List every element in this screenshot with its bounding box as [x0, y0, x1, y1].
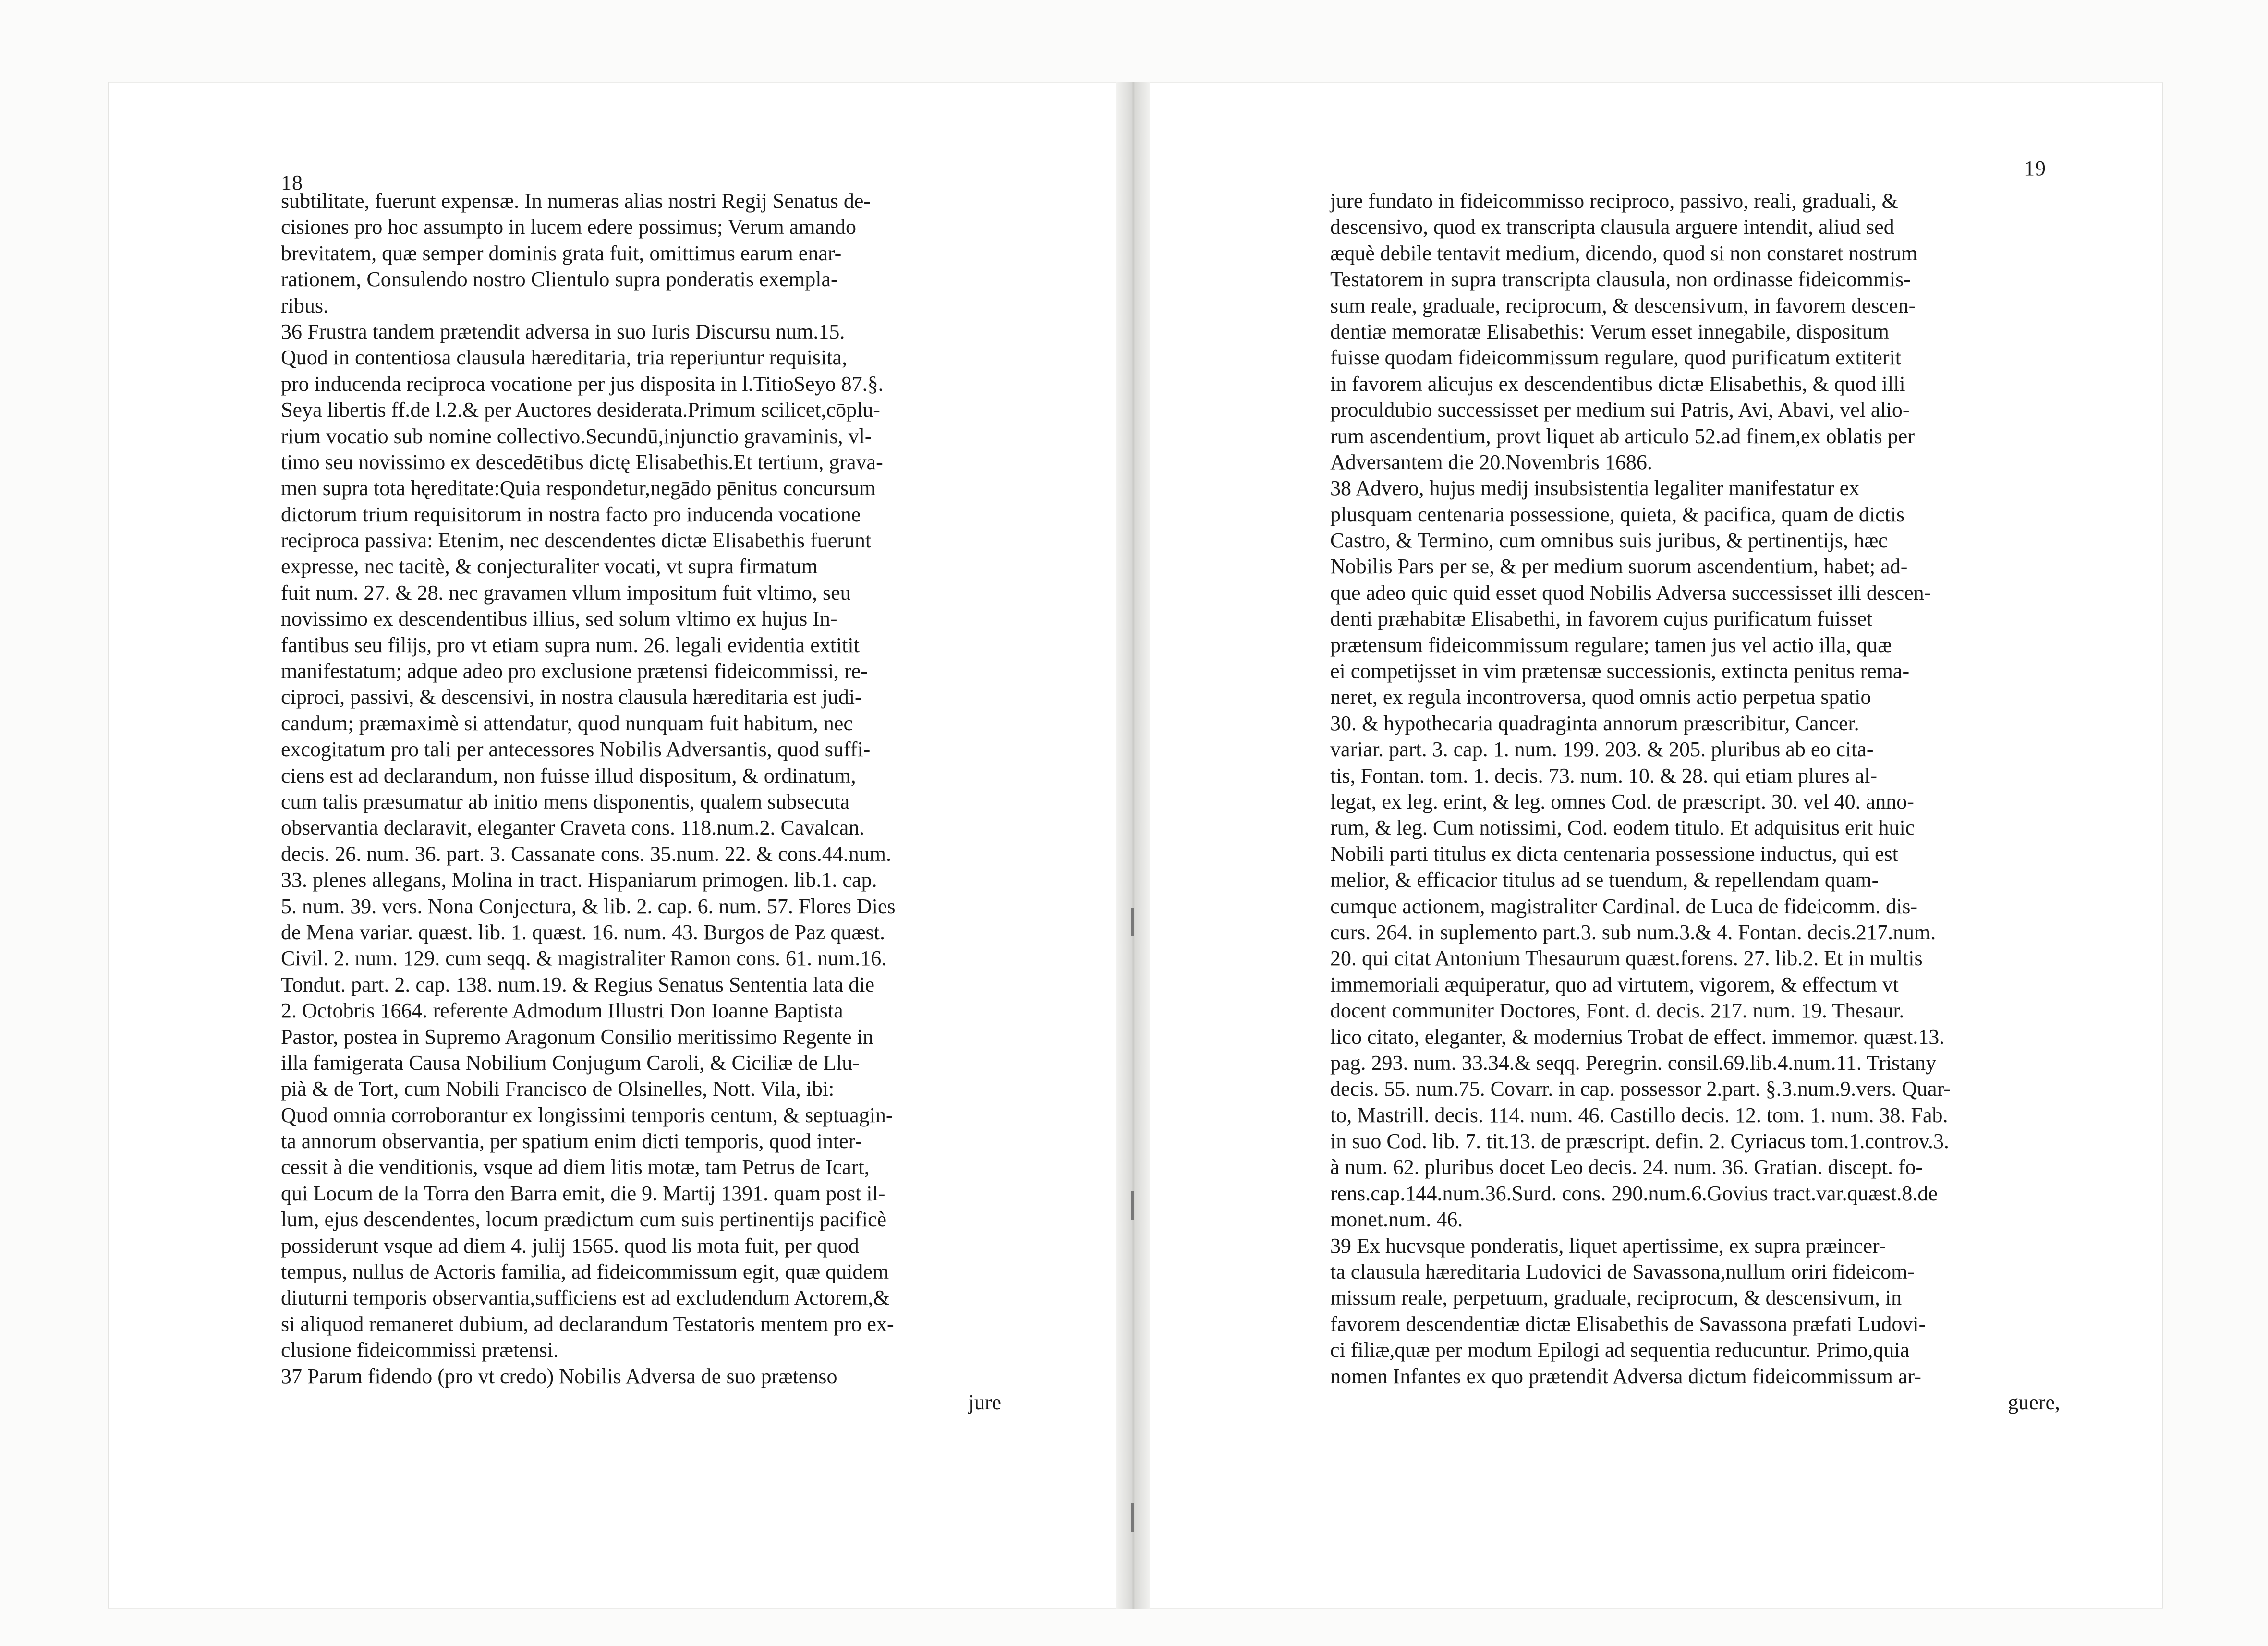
- text-line: in favorem alicujus ex descendentibus dictæ Elisabethis, & quod illi: [1330, 372, 1905, 396]
- right-page-text: [1330, 188, 2060, 1416]
- text-line: brevitatem, quæ semper dominis grata fuit, omittimus earum enar-: [281, 241, 842, 265]
- binding-stitch: [1131, 1503, 1134, 1532]
- text-line: 37 Parum fidendo (pro vt credo) Nobilis Adversa de suo prætenso: [281, 1364, 837, 1388]
- text-line: pro inducenda reciproca vocatione per jus disposita in l.TitioSeyo 87.§.: [281, 372, 884, 396]
- text-line: Pastor, postea in Supremo Aragonum Consilio meritissimo Regente in: [281, 1025, 873, 1049]
- text-line: rum ascendentium, provt liquet ab articulo 52.ad finem,ex oblatis per: [1330, 424, 1915, 448]
- text-line: à num. 62. pluribus docet Leo decis. 24. num. 36. Gratian. discept. fo-: [1330, 1155, 1923, 1179]
- text-line: Testatorem in supra transcripta clausula, non ordinasse fideicommis-: [1330, 267, 1911, 291]
- text-line: novissimo ex descendentibus illius, sed solum vltimo ex hujus In-: [281, 607, 837, 631]
- text-line: rens.cap.144.num.36.Surd. cons. 290.num.6.Govius tract.var.quæst.8.de: [1330, 1181, 1938, 1205]
- text-line: æquè debile tentavit medium, dicendo, quod si non constaret nostrum: [1330, 241, 1918, 265]
- text-line: ei competijsset in vim prætensæ successionis, extincta penitus rema-: [1330, 659, 1910, 683]
- text-line: qui Locum de la Torra den Barra emit, die 9. Martij 1391. quam post il-: [281, 1181, 885, 1205]
- text-line: descensivo, quod ex transcripta clausula arguere intendit, aliud sed: [1330, 215, 1894, 239]
- text-line: plusquam centenaria possessione, quieta, & pacifica, quam de dictis: [1330, 502, 1905, 526]
- text-line: illa famigerata Causa Nobilium Conjugum Caroli, & Ciciliæ de Llu-: [281, 1051, 860, 1075]
- text-line: nomen Infantes ex quo prætendit Adversa dictum fideicommissum ar-: [1330, 1364, 1921, 1388]
- text-line: rationem, Consulendo nostro Clientulo supra ponderatis exempla-: [281, 267, 838, 291]
- text-line: lico citato, eleganter, & modernius Trobat de effect. immemor. quæst.13.: [1330, 1025, 1945, 1049]
- text-line: 39 Ex hucvsque ponderatis, liquet apertissime, ex supra præincer-: [1330, 1234, 1886, 1258]
- text-line: candum; præmaximè si attendatur, quod nunquam fuit habitum, nec: [281, 711, 853, 735]
- text-line: to, Mastrill. decis. 114. num. 46. Castillo decis. 12. tom. 1. num. 38. Fab.: [1330, 1103, 1948, 1127]
- text-line: lum, ejus descendentes, locum prædictum cum suis pertinentijs pacificè: [281, 1208, 887, 1232]
- text-line: expresse, nec tacitè, & conjecturaliter vocati, vt supra firmatum: [281, 555, 818, 579]
- text-line: pag. 293. num. 33.34.& seqq. Peregrin. consil.69.lib.4.num.11. Tristany: [1330, 1051, 1937, 1075]
- text-line: diuturni temporis observantia,sufficiens est ad excludendum Actorem,&: [281, 1286, 890, 1310]
- text-line: monet.num. 46.: [1330, 1208, 1463, 1232]
- text-line: manifestatum; adque adeo pro exclusione prætensi fideicommissi, re-: [281, 659, 868, 683]
- text-line: dictorum trium requisitorum in nostra facto pro inducenda vocatione: [281, 502, 861, 526]
- text-line: excogitatum pro tali per antecessores Nobilis Adversantis, quod suffi-: [281, 738, 871, 762]
- text-line: fantibus seu filijs, pro vt etiam supra num. 26. legali evidentia extitit: [281, 633, 860, 657]
- text-line: tis, Fontan. tom. 1. decis. 73. num. 10. & 28. qui etiam plures al-: [1330, 763, 1877, 787]
- text-line: 5. num. 39. vers. Nona Conjectura, & lib. 2. cap. 6. num. 57. Flores Dies: [281, 894, 896, 918]
- text-line: que adeo quic quid esset quod Nobilis Adversa successisset illi descen-: [1330, 581, 1931, 605]
- text-line: docent communiter Doctores, Font. d. decis. 217. num. 19. Thesaur.: [1330, 999, 1904, 1023]
- text-line: rum, & leg. Cum notissimi, Cod. eodem titulo. Et adquisitus erit huic: [1330, 816, 1915, 840]
- text-line: observantia declaravit, eleganter Craveta cons. 118.num.2. Cavalcan.: [281, 816, 865, 840]
- text-line: dentiæ memoratæ Elisabethis: Verum esset innegabile, dispositum: [1330, 319, 1889, 343]
- text-line: prætensum fideicommissum regulare; tamen jus vel actio illa, quæ: [1330, 633, 1892, 657]
- text-line: 20. qui citat Antonium Thesaurum quæst.forens. 27. lib.2. Et in multis: [1330, 946, 1923, 970]
- text-line: ribus.: [281, 293, 328, 317]
- text-line: immemoriali æquiperatur, quo ad virtutem, vigorem, & effectum vt: [1330, 972, 1899, 996]
- text-line: curs. 264. in suplemento part.3. sub num.3.& 4. Fontan. decis.217.num.: [1330, 920, 1936, 944]
- text-line: 38 Advero, hujus medij insubsistentia legaliter manifestatur ex: [1330, 476, 1860, 500]
- text-line: Quod omnia corroborantur ex longissimi temporis centum, & septuagin-: [281, 1103, 893, 1127]
- text-line: favorem descendentiæ dictæ Elisabethis de Savassona præfati Ludovi-: [1330, 1312, 1926, 1336]
- text-line: timo seu novissimo ex descedētibus dictę Elisabethis.Et tertium, grava-: [281, 450, 883, 474]
- text-line: ta annorum observantia, per spatium enim dicti temporis, quod inter-: [281, 1129, 862, 1153]
- text-line: fuit num. 27. & 28. nec gravamen vllum impositum fuit vltimo, seu: [281, 581, 851, 605]
- text-line: 30. & hypothecaria quadraginta annorum præscribitur, Cancer.: [1330, 711, 1859, 735]
- text-line: Nobili parti titulus ex dicta centenaria possessione inductus, qui est: [1330, 842, 1898, 866]
- left-page-text: [281, 188, 1001, 1416]
- text-line: denti præhabitæ Elisabethi, in favorem cujus purificatum fuisset: [1330, 607, 1873, 631]
- right-folio-number: 19: [2024, 157, 2046, 180]
- text-line: cessit à die venditionis, vsque ad diem litis motæ, tam Petrus de Icart,: [281, 1155, 870, 1179]
- catchword: jure: [968, 1390, 1001, 1414]
- text-line: Nobilis Pars per se, & per medium suorum ascendentium, habet; ad-: [1330, 555, 1908, 579]
- catchword: guere,: [2008, 1390, 2060, 1414]
- text-line: melior, & efficacior titulus ad se tuendum, & repellendam quam-: [1330, 868, 1879, 892]
- text-line: ta clausula hæreditaria Ludovici de Savassona,nullum oriri fideicom-: [1330, 1260, 1915, 1284]
- text-line: variar. part. 3. cap. 1. num. 199. 203. & 205. pluribus ab eo cita-: [1330, 738, 1874, 762]
- text-line: 36 Frustra tandem prætendit adversa in suo Iuris Discursu num.15.: [281, 319, 845, 343]
- book-gutter: [1116, 82, 1150, 1609]
- text-line: subtilitate, fuerunt expensæ. In numeras alias nostri Regij Senatus de-: [281, 189, 871, 213]
- text-line: tempus, nullus de Actoris familia, ad fideicommissum egit, quæ quidem: [281, 1260, 889, 1284]
- text-line: ciproci, passivi, & descensivi, in nostra clausula hæreditaria est judi-: [281, 685, 862, 709]
- text-line: Tondut. part. 2. cap. 138. num.19. & Regius Senatus Sententia lata die: [281, 972, 875, 996]
- text-line: de Mena variar. quæst. lib. 1. quæst. 16. num. 43. Burgos de Paz quæst.: [281, 920, 885, 944]
- text-line: missum reale, perpetuum, graduale, reciprocum, & descensivum, in: [1330, 1286, 1902, 1310]
- text-line: Quod in contentiosa clausula hæreditaria, tria reperiuntur requisita,: [281, 346, 848, 370]
- binding-stitch: [1131, 1191, 1134, 1220]
- text-line: Seya libertis ff.de l.2.& per Auctores desiderata.Primum scilicet,cōplu-: [281, 398, 880, 422]
- text-line: cum talis præsumatur ab initio mens disponentis, qualem subsecuta: [281, 789, 850, 813]
- text-line: possiderunt vsque ad diem 4. julij 1565. quod lis mota fuit, per quod: [281, 1234, 859, 1258]
- text-line: reciproca passiva: Etenim, nec descendentes dictæ Elisabethis fuerunt: [281, 529, 872, 553]
- text-line: Adversantem die 20.Novembris 1686.: [1330, 450, 1652, 474]
- text-line: neret, ex regula incontroversa, quod omnis actio perpetua spatio: [1330, 685, 1871, 709]
- text-line: Civil. 2. num. 129. cum seqq. & magistraliter Ramon cons. 61. num.16.: [281, 946, 887, 970]
- text-line: cumque actionem, magistraliter Cardinal. de Luca de fideicomm. dis-: [1330, 894, 1918, 918]
- text-line: si aliquod remaneret dubium, ad declarandum Testatoris mentem pro ex-: [281, 1312, 894, 1336]
- text-line: sum reale, graduale, reciprocum, & descensivum, in favorem descen-: [1330, 293, 1916, 317]
- text-line: proculdubio successisset per medium sui Patris, Avi, Abavi, vel alio-: [1330, 398, 1910, 422]
- text-line: legat, ex leg. erint, & leg. omnes Cod. de præscript. 30. vel 40. anno-: [1330, 789, 1914, 813]
- text-line: clusione fideicommissi prætensi.: [281, 1338, 559, 1362]
- text-line: pià & de Tort, cum Nobili Francisco de Olsinelles, Nott. Vila, ibi:: [281, 1077, 835, 1101]
- text-line: 2. Octobris 1664. referente Admodum Illustri Don Ioanne Baptista: [281, 999, 843, 1023]
- text-line: 33. plenes allegans, Molina in tract. Hispaniarum primogen. lib.1. cap.: [281, 868, 877, 892]
- text-line: ciens est ad declarandum, non fuisse illud dispositum, & ordinatum,: [281, 763, 856, 787]
- text-line: fuisse quodam fideicommissum regulare, quod purificatum extiterit: [1330, 346, 1901, 370]
- text-line: men supra tota hęreditate:Quia respondetur,negādo pēnitus concursum: [281, 476, 876, 500]
- text-line: rium vocatio sub nomine collectivo.Secundū,injunctio gravaminis, vl-: [281, 424, 872, 448]
- text-line: jure fundato in fideicommisso reciproco, passivo, reali, graduali, &: [1330, 189, 1898, 213]
- text-line: cisiones pro hoc assumpto in lucem edere possimus; Verum amando: [281, 215, 856, 239]
- text-line: Castro, & Termino, cum omnibus suis juribus, & pertinentijs, hæc: [1330, 529, 1888, 553]
- binding-stitch: [1131, 908, 1134, 936]
- text-line: decis. 55. num.75. Covarr. in cap. possessor 2.part. §.3.num.9.vers. Quar-: [1330, 1077, 1951, 1101]
- left-folio-number: 18: [281, 171, 303, 194]
- text-line: in suo Cod. lib. 7. tit.13. de præscript. defin. 2. Cyriacus tom.1.controv.3.: [1330, 1129, 1949, 1153]
- text-line: ci filiæ,quæ per modum Epilogi ad sequentia reducuntur. Primo,quia: [1330, 1338, 1910, 1362]
- text-line: decis. 26. num. 36. part. 3. Cassanate cons. 35.num. 22. & cons.44.num.: [281, 842, 891, 866]
